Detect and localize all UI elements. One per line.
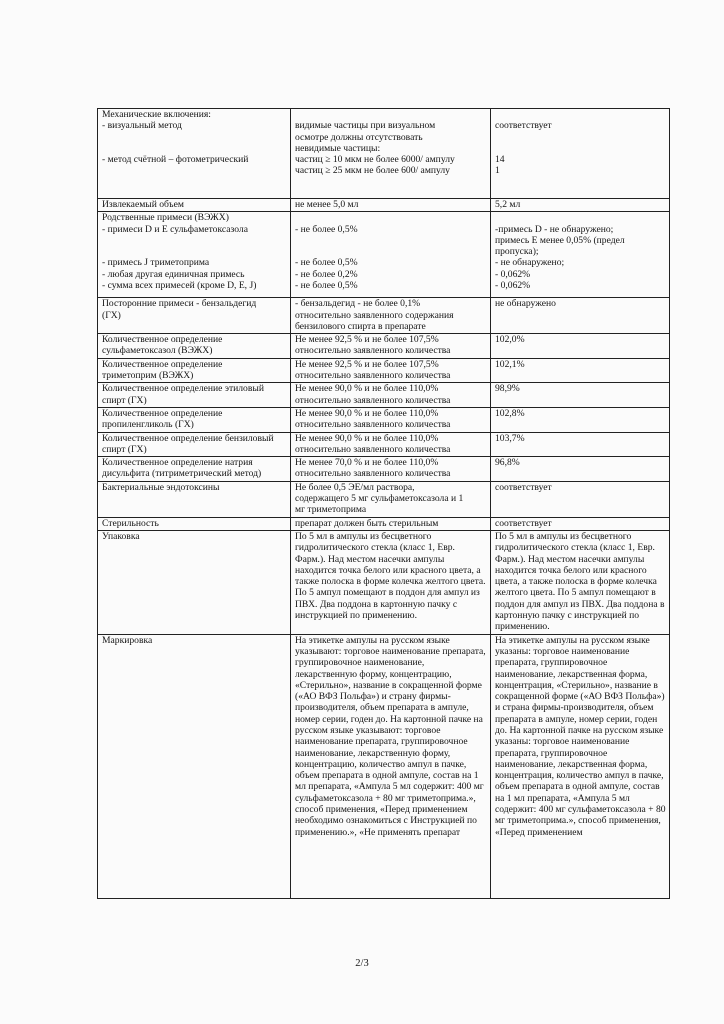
related-single-req: - не более 0,2% [295,268,358,280]
table-row [98,334,670,359]
trim-req-1: Не менее 92,5 % и не более 107,5% [295,358,439,370]
related-sum-req: - не более 0,5% [295,280,358,292]
table-row [98,212,670,298]
benzyl-result: 103,7% [495,432,525,444]
benzaldehyde-req-2: относительно заявленного содержания [295,309,454,321]
mech-req-10: частиц ≥ 10 мкм не более 6000/ ампулу [295,154,455,166]
endotoxins-req-3: мг триметоприма [295,504,367,516]
labeling-result: На этикетке ампулы на русском языке указаны: торговое наименование препарата, группировочное наименование, лекарственная форма, концентрация, «Стерильно», название в сокращенной форме («АО ВФЗ Польфа») и страна фирмы-производителя, объем препарата в ампуле, номер серии, годен до. На картонной пачке на русском языке указаны: торговое наименование препарата, группировочное наименование, лекарственная форма, концентрация, количество ампул в пачке, объем препарата в одной ампуле, состав на 1 мл препарата, «Ампула 5 мл содержит: 400 мг сульфаметоксазола + 80 мг триметоприма.», способ применения, «Перед применением [495,634,666,838]
benzaldehyde-req-1: - бензальдегид - не более 0,1% [295,298,421,310]
propylene-name-2: пропиленгликоль (ГХ) [102,419,194,431]
table-row [98,109,670,199]
page-number: 2/3 [355,958,369,969]
volume-result: 5,2 мл [495,199,521,210]
endotoxins-result: соответствует [495,481,552,493]
packaging-result: По 5 мл в ампулы из бесцветного гидролитического стекла (класс 1, Евр. Фарм.). Над местом насечки ампулы находится точка белого или красного цвета, а также полоска в форме колечка желтого цвета. По 5 ампул помещают в поддон для ампул из ПВХ. Два поддона в картонную пачку с инструкцией по применению. [495,530,665,633]
mech-visual-req-1: видимые частицы при визуальном [295,120,436,132]
related-j-req: - не более 0,5% [295,257,358,269]
benzaldehyde-result: не обнаружено [495,298,556,310]
mech-result-25: 1 [495,165,500,177]
propylene-name-1: Количественное определение [102,407,223,419]
result-cell [491,109,670,199]
mech-result-10: 14 [495,154,505,166]
benzaldehyde-name-1: Посторонние примеси - бензальдегид [102,298,257,310]
ethyl-req-2: относительно заявленного количества [295,394,451,406]
related-j-result: - не обнаружено; [495,257,565,269]
mech-visual-result: соответствует [495,120,552,132]
table-row [98,383,670,408]
related-sum-result: - 0,062% [495,280,531,292]
trim-name-1: Количественное определение [102,358,223,370]
sterility-req: препарат должен быть стерильным [295,517,439,529]
table-row [98,481,670,517]
packaging-name: Упаковка [102,530,140,542]
ethyl-req-1: Не менее 90,0 % и не более 110,0% [295,383,439,395]
table-row [98,358,670,383]
sodium-req-1: Не менее 70,0 % и не более 110,0% [295,457,439,469]
sodium-name-1: Количественное определение натрия [102,457,253,469]
mech-req-25: частиц ≥ 25 мкм не более 600/ ампулу [295,165,450,177]
related-de: - примеси D и E сульфаметоксазола [102,223,248,235]
table-row [98,634,670,898]
test-name-cell [98,109,291,199]
related-de-result-3: пропуска); [495,246,539,258]
mech-visual-method: - визуальный метод [102,120,182,132]
related-de-req: - не более 0,5% [295,223,358,235]
table-row [98,517,670,530]
table-row [98,199,670,212]
sulfa-name-1: Количественное определение [102,334,223,346]
related-j: - примесь J триметоприма [102,257,210,269]
sterility-name: Стерильность [102,517,159,529]
mech-title: Механические включения: [102,109,211,120]
endotoxins-req-2: содержащего 5 мг сульфаметоксазола и 1 [295,493,464,505]
sulfa-req-1: Не менее 92,5 % и не более 107,5% [295,334,439,346]
sulfa-req-2: относительно заявленного количества [295,345,451,357]
labeling-name: Маркировка [102,634,153,646]
related-title: Родственные примеси (ВЭЖХ) [102,212,229,224]
requirement-cell [291,109,491,199]
trim-result: 102,1% [495,358,525,370]
related-sum: - сумма всех примесей (кроме D, E, J) [102,280,257,292]
benzyl-name-2: спирт (ГХ) [102,443,147,455]
labeling-req: На этикетке ампулы на русском языке указывают: торговое наименование препарата, группировочное наименование, лекарственную форму, концентрацию, «Стерильно», название в сокращенной форме («АО ВФЗ Польфа») и страну фирмы-производителя, объем препарата в ампуле, номер серии, годен до. На картонной пачке на русском языке указывают: торговое наименование препарата, группировочное наименование, лекарственную форму, концентрацию, количество ампул в пачке, объем препарата в одной ампуле, состав на 1 мл препарата, «Ампула 5 мл содержит: 400 мг сульфаметоксазола + 80 мг триметоприма.», способ применения, «Перед применением необходимо ознакомиться с Инструкцией по применению.», «Не применять препарат [295,634,486,838]
mech-count-method: - метод счётной – фотометрический [102,154,249,166]
benzyl-name-1: Количественное определение бензиловый [102,432,274,444]
volume-req: не менее 5,0 мл [295,199,359,210]
sulfa-name-2: сульфаметоксазол (ВЭЖХ) [102,345,213,357]
related-de-result-2: примесь E менее 0,05% (предел [495,234,625,246]
table-row [98,530,670,634]
related-single-result: - 0,062% [495,268,531,280]
endotoxins-req-1: Не более 0,5 ЭЕ/мл раствора, [295,481,415,493]
volume-name: Извлекаемый объем [102,199,184,210]
trim-req-2: относительно заявленного количества [295,370,451,382]
propylene-req-1: Не менее 90,0 % и не более 110,0% [295,407,439,419]
related-de-result-1: -примесь D - не обнаружено; [495,223,614,235]
mech-visual-req-2: осмотре должны отсутствовать [295,131,423,143]
ethyl-name-1: Количественное определение этиловый [102,383,264,395]
sterility-result: соответствует [495,517,552,529]
table-row [98,407,670,432]
sodium-req-2: относительно заявленного количества [295,468,451,480]
propylene-result: 102,8% [495,407,525,419]
sulfa-result: 102,0% [495,334,525,346]
sodium-name-2: дисульфита (титриметрический метод) [102,468,262,480]
benzaldehyde-name-2: (ГХ) [102,309,121,321]
table-row [98,457,670,482]
related-single: - любая другая единичная примесь [102,268,245,280]
packaging-req: По 5 мл в ампулы из бесцветного гидролитического стекла (класс 1, Евр. Фарм.). Над местом насечки ампулы находится точка белого или красного цвета, а также полоска в форме колечка желтого цвета. По 5 ампул помещают в поддон для ампул из ПВХ. Два поддона в картонную пачку с инструкцией по применению. [295,530,486,622]
table-row [98,432,670,457]
specification-table [97,108,670,899]
endotoxins-name: Бактериальные эндотоксины [102,481,220,493]
ethyl-result: 98,9% [495,383,520,395]
benzyl-req-1: Не менее 90,0 % и не более 110,0% [295,432,439,444]
mech-invisible-label: невидимые частицы: [295,142,381,154]
benzaldehyde-req-3: бензилового спирта в препарате [295,320,426,332]
table-row [98,298,670,334]
ethyl-name-2: спирт (ГХ) [102,394,147,406]
benzyl-req-2: относительно заявленного количества [295,443,451,455]
propylene-req-2: относительно заявленного количества [295,419,451,431]
trim-name-2: триметоприм (ВЭЖХ) [102,370,194,382]
sodium-result: 96,8% [495,457,520,469]
